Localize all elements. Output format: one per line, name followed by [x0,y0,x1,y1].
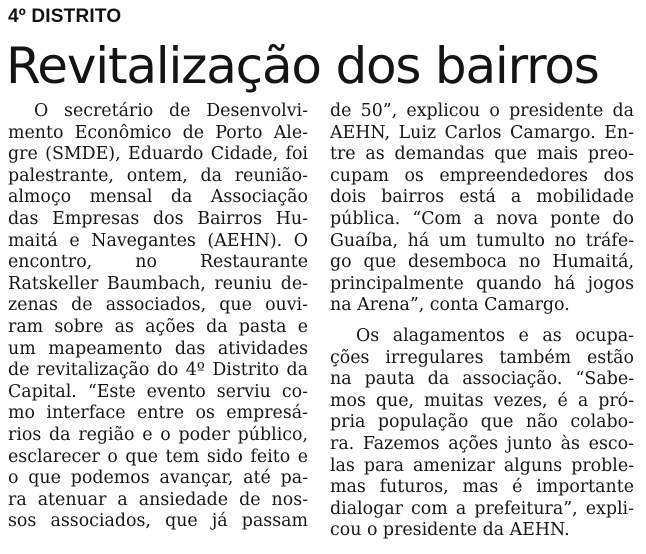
article-headline: Revitalização dos bairros [6,37,599,95]
body-line: Capital. “Este evento serviu co- [8,381,308,402]
body-line: mos que, muitas vezes, é a pró- [330,390,634,411]
body-line: O secretário de Desenvolvi- [34,101,308,121]
body-line: AEHN, Luiz Carlos Camargo. En- [330,122,634,143]
body-line: dialogar com a prefeitura”, expli- [330,498,634,519]
body-line: tre as demandas que mais preo- [330,144,634,165]
body-line: dois bairros está a mobilidade [330,187,634,208]
body-line: cou o presidente da AEHN. [330,520,570,541]
body-line: Guaíba, há um tumulto no tráfe- [330,230,634,251]
body-line: las para amenizar alguns proble- [330,455,634,476]
body-line: na pauta da associação. “Sabe- [330,369,634,390]
body-line: Ratskeller Baumbach, reuniu de- [8,273,308,294]
body-line: um mapeamento das atividades [8,338,308,359]
body-line: na Arena”, conta Camargo. [330,295,570,316]
body-line: encontro, no Restaurante [8,252,308,273]
body-line: almoço mensal da Associação [8,187,308,208]
body-line: Os alagamentos e as ocupa- [356,325,634,346]
body-line: cupam os empreendedores dos [330,165,634,186]
body-line: palestrante, ontem, da reunião- [8,165,308,186]
body-line: principalmente quando há jogos [330,273,634,294]
body-line: das Empresas dos Bairros Hu- [8,208,308,229]
article-column-left [8,101,308,533]
body-line: pria população que não colabo- [330,412,634,433]
body-line: ra. Fazemos ações junto às esco- [330,433,634,454]
body-line: de 50”, explicou o presidente da [330,101,634,121]
body-line: ções irregulares também estão [330,347,634,368]
article-column-right [330,101,634,542]
section-kicker: 4º DISTRITO [8,6,122,27]
body-line: mento Econômico de Porto Ale- [8,122,308,143]
body-line: ram sobre as ações da pasta e [8,316,308,337]
body-line: de revitalização do 4º Distrito da [8,360,308,381]
body-line: go que desemboca no Humaitá, [330,252,634,273]
body-line: mas futuros, mas é importante [330,477,634,498]
body-line: maitá e Navegantes (AEHN). O [8,230,308,251]
body-line: zenas de associados, que ouvi- [8,295,308,316]
body-line: o que podemos avançar, até pa- [8,468,308,489]
body-line: ra atenuar a ansiedade de nos- [8,489,308,510]
body-line: sos associados, que já passam [8,511,308,532]
body-line: pública. “Com a nova ponte do [330,208,634,229]
body-line: rios da região e o poder público, [8,424,308,445]
body-line: mo interface entre os empresá- [8,403,308,424]
body-line: gre (SMDE), Eduardo Cidade, foi [8,144,308,165]
paragraph-gap [330,317,634,326]
body-line: esclarecer o que tem sido feito e [8,446,308,467]
